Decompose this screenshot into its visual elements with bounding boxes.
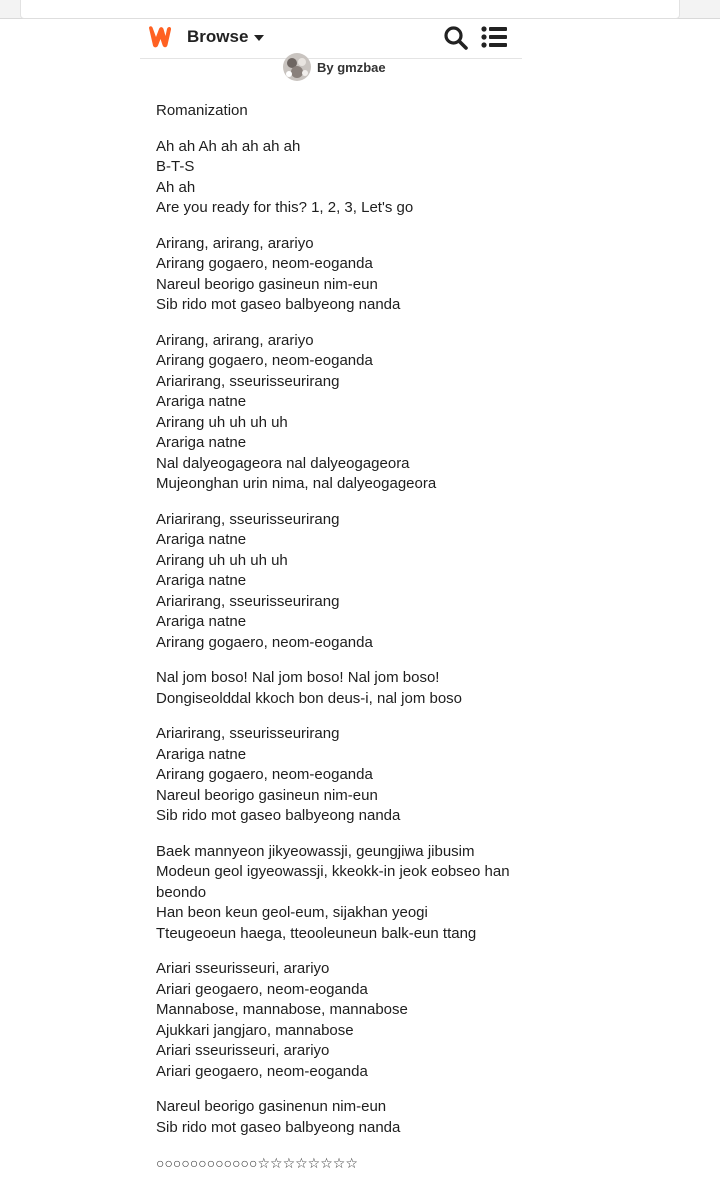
lyric-line: Nal dalyeogageora nal dalyeogageora (156, 454, 410, 472)
lyrics-stanza (156, 331, 516, 495)
lyrics-stanza (156, 959, 516, 1082)
lyric-line: Arariga natne (156, 613, 247, 630)
lyric-line: Arirang, arirang, arariyo (156, 331, 314, 349)
author-byline[interactable] (283, 52, 386, 82)
reading-list-icon[interactable] (481, 25, 507, 49)
lyric-line: Arirang, arirang, arariyo (156, 234, 314, 252)
lyric-line: Arariga natne (156, 434, 247, 451)
lyric-line: Ariarirang, sseurisseurirang (156, 510, 340, 528)
lyric-line: Are you ready for this? 1, 2, 3, Let's go (156, 199, 414, 216)
lyrics-stanzas (156, 137, 516, 1139)
lyric-line: Ariari geogaero, neom-eoganda (156, 1062, 368, 1080)
lyric-line: Arirang gogaero, neom-eoganda (156, 352, 373, 369)
browser-top-bar (0, 0, 720, 19)
lyric-line: Mannabose, mannabose, mannabose (156, 1001, 408, 1018)
story-text (156, 101, 516, 1173)
avatar[interactable] (283, 53, 311, 81)
lyric-line: Arirang uh uh uh uh (156, 551, 288, 569)
search-icon[interactable] (443, 25, 469, 51)
lyric-line: Ah ah Ah ah ah ah ah (156, 137, 301, 155)
lyric-line: Arirang gogaero, neom-eoganda (156, 633, 373, 651)
lyric-line: Han beon keun geol-eum, sijakhan yeogi (156, 904, 428, 921)
caret-down-icon (254, 35, 264, 41)
lyric-line: Nareul beorigo gasineun nim-eun (156, 786, 378, 804)
lyric-line: Nareul beorigo gasineun nim-eun (156, 275, 378, 293)
section-heading: Romanization (156, 102, 248, 119)
lyric-line: B-T-S (156, 158, 195, 175)
lyric-line: Arariga natne (156, 531, 247, 548)
lyrics-stanza (156, 724, 516, 827)
lyric-line: Sib rido mot gaseo balbyeong nanda (156, 296, 401, 313)
lyric-line: Ariarirang, sseurisseurirang (156, 592, 340, 610)
lyric-line: Nal jom boso! Nal jom boso! Nal jom boso! (156, 669, 440, 686)
lyrics-stanza (156, 1097, 516, 1138)
lyric-line: Sib rido mot gaseo balbyeong nanda (156, 1118, 401, 1136)
lyric-line: Nareul beorigo gasinenun nim-eun (156, 1098, 387, 1115)
lyrics-stanza (156, 668, 516, 709)
lyrics-stanza (156, 234, 516, 316)
top-bar-panel (20, 0, 680, 19)
lyric-line: Arirang gogaero, neom-eoganda (156, 766, 373, 783)
lyrics-stanza (156, 137, 516, 219)
lyric-line: Baek mannyeon jikyeowassji, geungjiwa jibusim (156, 842, 475, 860)
lyric-line: Ariari sseurisseuri, arariyo (156, 960, 330, 977)
lyric-line: Ariarirang, sseurisseurirang (156, 372, 340, 390)
lyric-line: Arirang uh uh uh uh (156, 413, 288, 431)
lyric-line: Ariarirang, sseurisseurirang (156, 725, 340, 742)
lyric-line: Ariari geogaero, neom-eoganda (156, 980, 368, 998)
lyric-line: Tteugeoeun haega, tteooleuneun balk-eun ttang (156, 924, 477, 942)
lyric-line: Ajukkari jangjaro, mannabose (156, 1021, 354, 1039)
lyric-line: Ah ah (156, 178, 196, 196)
lyric-line: Arariga natne (156, 572, 247, 589)
lyric-line: Ariari sseurisseuri, arariyo (156, 1042, 330, 1059)
lyric-line: Dongiseolddal kkoch bon deus-i, nal jom boso (156, 689, 463, 707)
lyric-line: Arariga natne (156, 393, 247, 410)
lyric-line: Arirang gogaero, neom-eoganda (156, 255, 373, 272)
lyrics-stanza (156, 842, 516, 945)
lyric-line: Mujeonghan urin nima, nal dalyeogageora (156, 475, 437, 492)
lyrics-stanza (156, 510, 516, 654)
lyric-line: Modeun geol igyeowassji, kkeokk-in jeok eobseo han beondo (156, 863, 510, 901)
author-name[interactable]: By gmzbae (317, 59, 386, 75)
decorative-divider: ○○○○○○○○○○○○☆☆☆☆☆☆☆☆ (156, 1155, 358, 1171)
lyric-line: Sib rido mot gaseo balbyeong nanda (156, 807, 401, 824)
browse-menu-button[interactable] (187, 27, 264, 47)
wattpad-logo-icon[interactable] (146, 23, 174, 51)
lyric-line: Arariga natne (156, 745, 247, 763)
browse-label: Browse (187, 27, 249, 46)
